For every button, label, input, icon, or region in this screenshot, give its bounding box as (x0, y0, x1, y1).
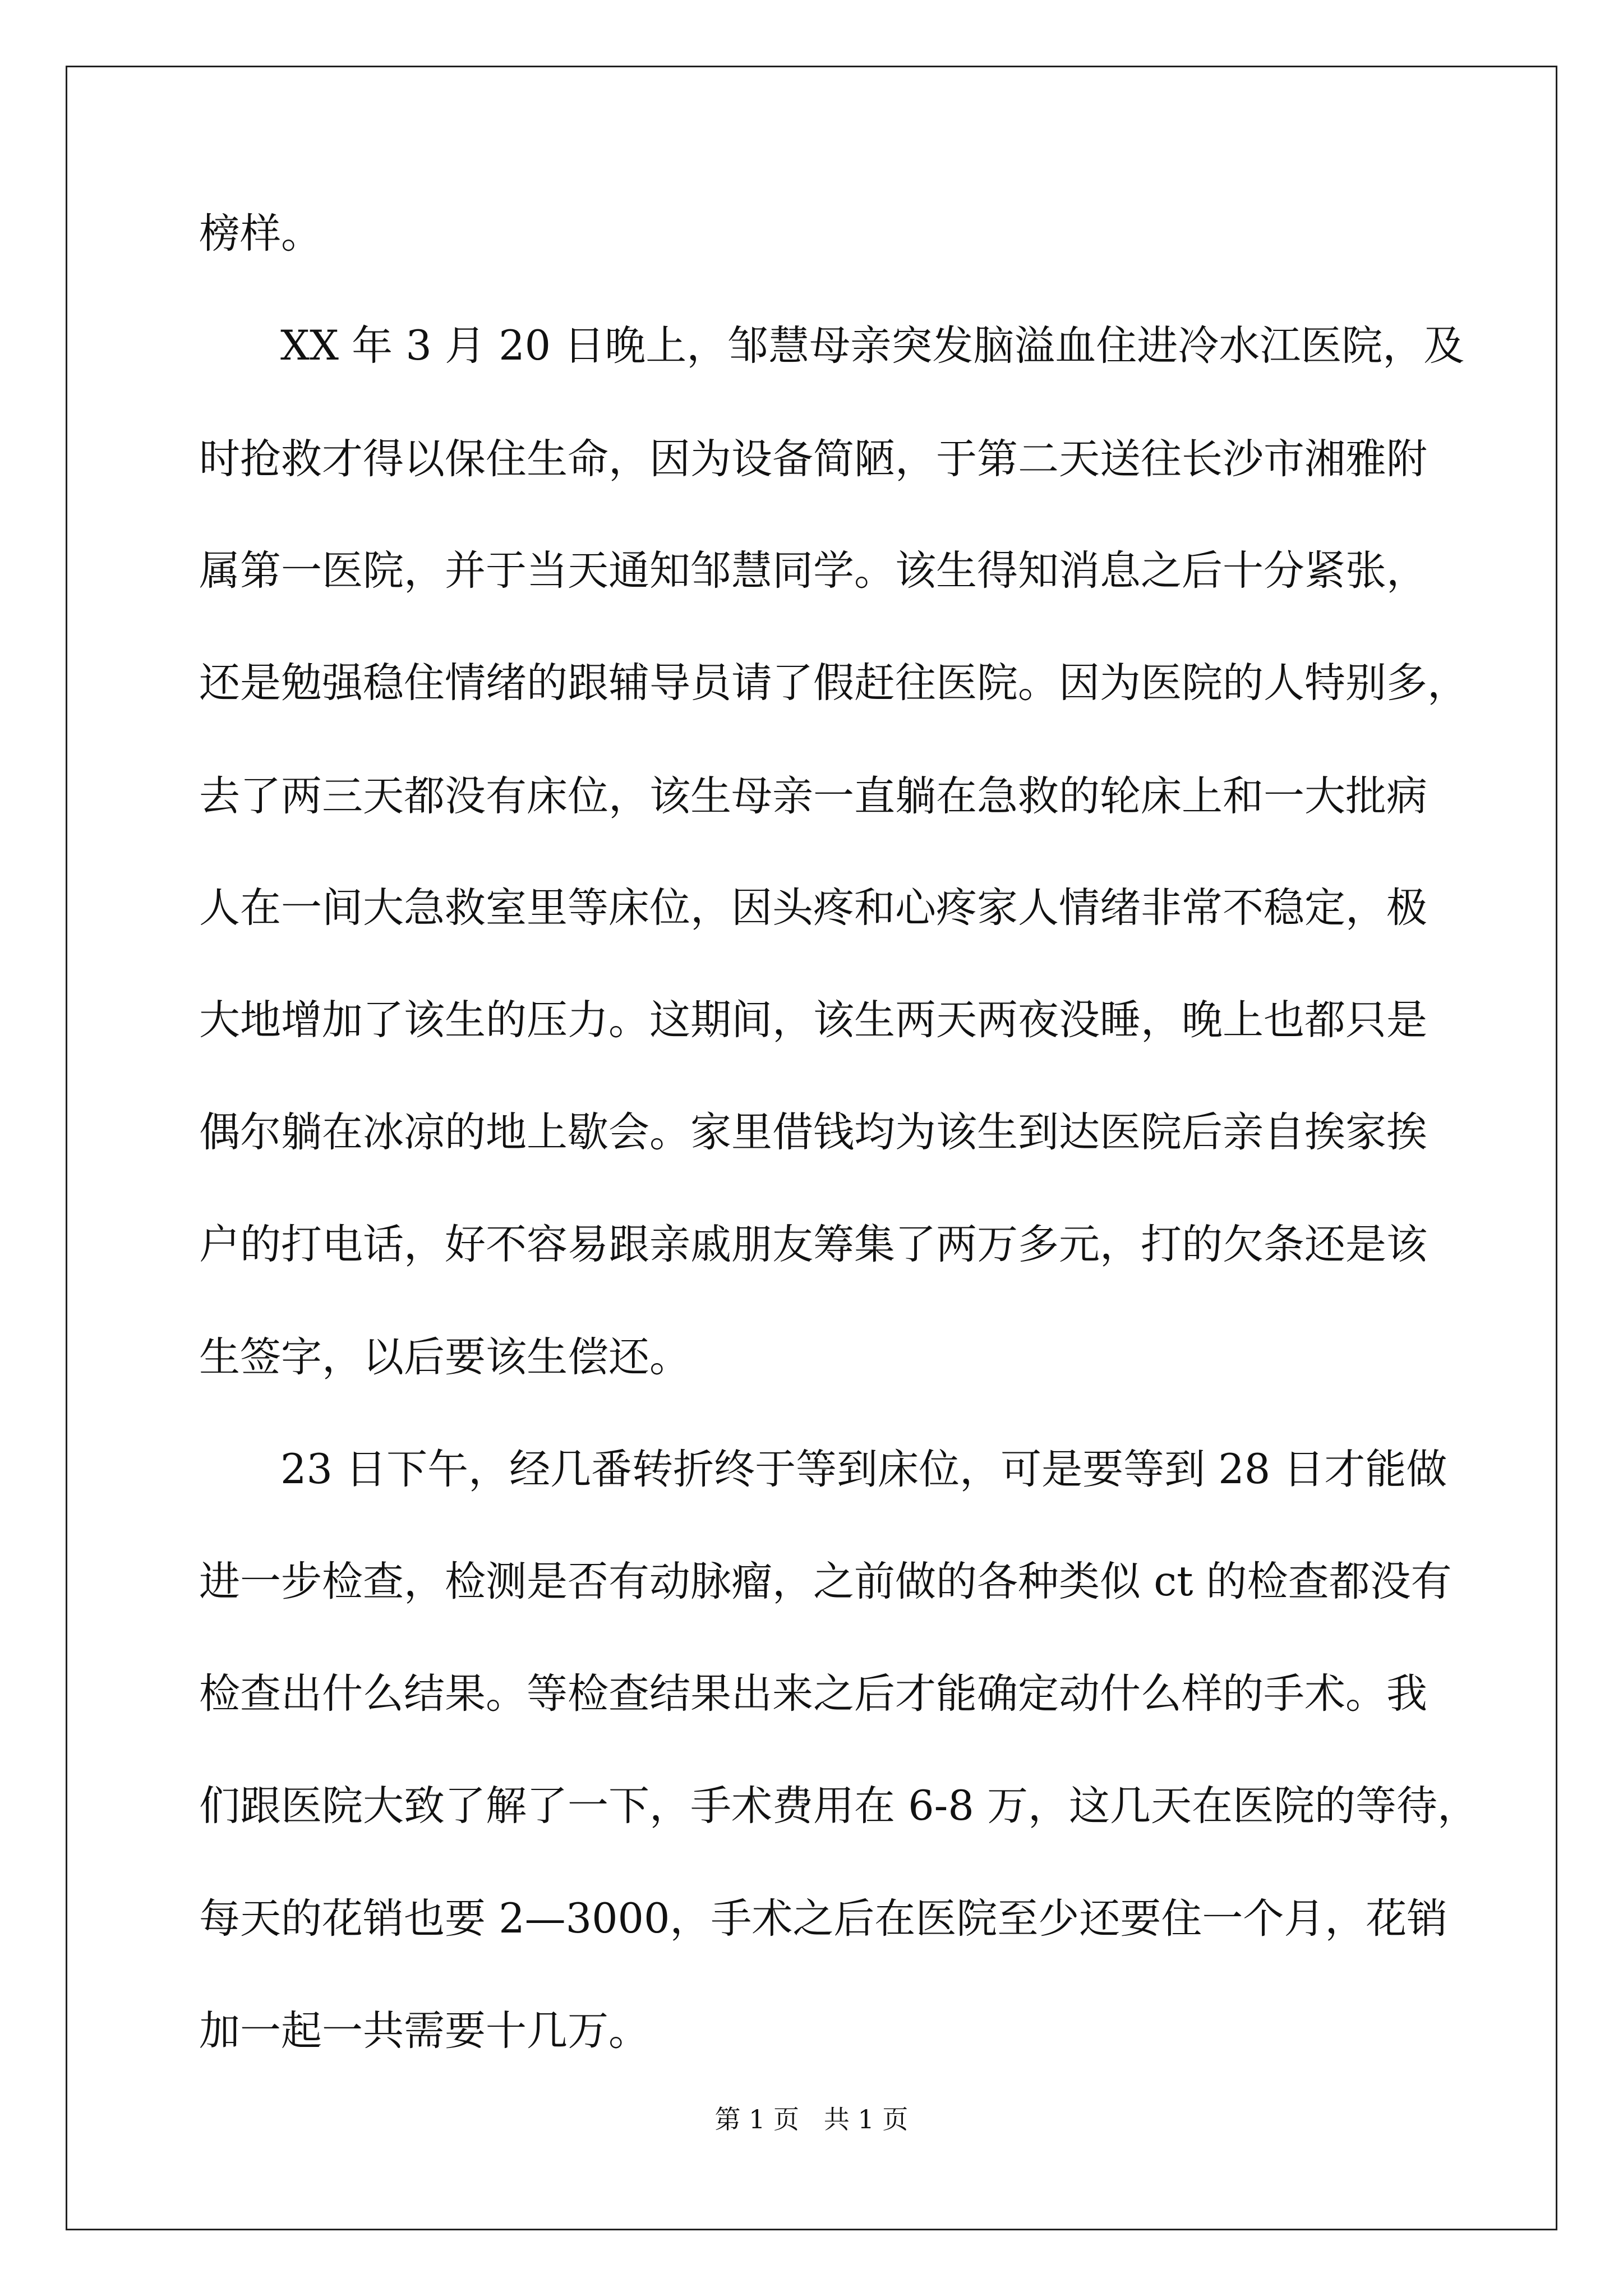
text-line: 每天的花销也要 2—3000，手术之后在医院至少还要住一个月，花销 (199, 1895, 1448, 1943)
text-line: 去了两三天都没有床位，该生母亲一直躺在急救的轮床上和一大批病 (199, 772, 1427, 820)
text-line: 偶尔躺在冰凉的地上歇会。家里借钱均为该生到达医院后亲自挨家挨 (199, 1108, 1427, 1156)
text-line: 生签字，以后要该生偿还。 (199, 1333, 690, 1381)
text-line: 户的打电话，好不容易跟亲戚朋友筹集了两万多元，打的欠条还是该 (199, 1221, 1427, 1268)
text-line: 人在一间大急救室里等床位，因头疼和心疼家人情绪非常不稳定，极 (199, 884, 1427, 932)
page-number-footer: 第 1 页 共 1 页 (714, 2104, 909, 2134)
text-line: 大地增加了该生的压力。这期间，该生两天两夜没睡，晚上也都只是 (199, 996, 1427, 1044)
text-line: 属第一医院，并于当天通知邹慧同学。该生得知消息之后十分紧张， (199, 547, 1427, 595)
text-line: XX 年 3 月 20 日晚上，邹慧母亲突发脑溢血住进冷水江医院，及 (280, 322, 1465, 370)
text-line: 加一起一共需要十几万。 (199, 2007, 649, 2055)
text-line: 检查出什么结果。等检查结果出来之后才能确定动什么样的手术。我 (199, 1670, 1427, 1718)
text-line: 23 日下午，经几番转折终于等到床位，可是要等到 28 日才能做 (280, 1446, 1447, 1493)
text-line: 还是勉强稳住情绪的跟辅导员请了假赶往医院。因为医院的人特别多， (199, 659, 1468, 707)
text-line: 们跟医院大致了解了一下，手术费用在 6-8 万，这几天在医院的等待， (199, 1782, 1478, 1830)
text-line: 榜样。 (199, 210, 322, 257)
text-line: 进一步检查，检测是否有动脉瘤，之前做的各种类似 ct 的检查都没有 (199, 1558, 1452, 1605)
text-line: 时抢救才得以保住生命，因为设备简陋，于第二天送往长沙市湘雅附 (199, 435, 1427, 483)
